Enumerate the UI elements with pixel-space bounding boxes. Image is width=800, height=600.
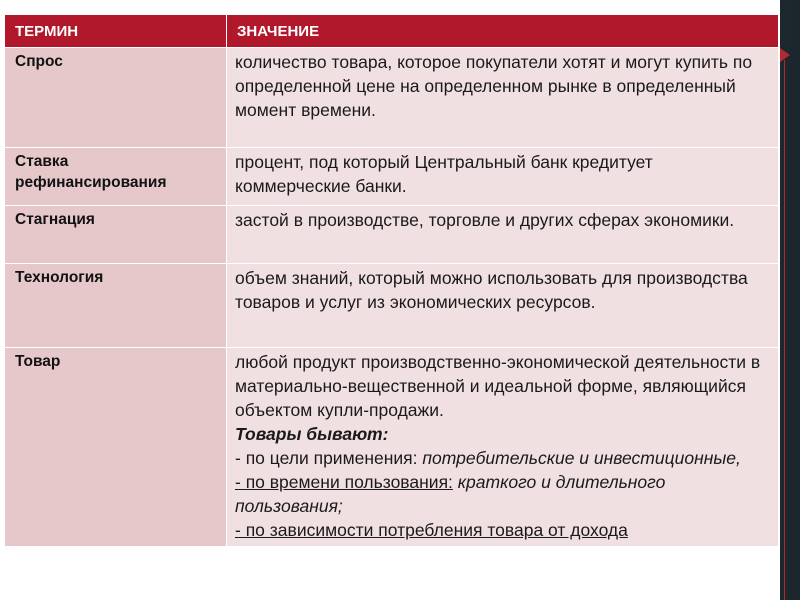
header-term: ТЕРМИН [5,15,227,48]
types-item [235,470,770,518]
header-meaning: ЗНАЧЕНИЕ [227,15,779,48]
definition-cell: объем знаний, который можно использовать для производства товаров и услуг из экономических ресурсов. [227,264,779,348]
term-cell: Ставка рефинансирования [5,148,227,206]
term-cell: Технология [5,264,227,348]
decor-triangle-icon [780,48,790,62]
term-cell: Стагнация [5,206,227,264]
table-row [5,348,779,547]
definition-cell: процент, под который Центральный банк кредитует коммерческие банки. [227,148,779,206]
definition-cell [227,348,779,547]
table-row [5,148,779,206]
types-item-value: краткого и длительного пользования; [235,472,666,516]
terms-table [4,14,779,547]
types-heading: Товары бывают: [235,424,389,444]
definition-cell: застой в производстве, торговле и других сферах экономики. [227,206,779,264]
definition-text: любой продукт производственно-экономической деятельности в материально-вещественной и идеальной форме, являющийся объектом купли-продажи. [235,352,761,420]
table-header-row [5,15,779,48]
types-item-prefix: - по времени пользования: [235,472,453,492]
types-item [235,446,770,470]
decor-red-line [784,60,785,600]
types-item-prefix: - по зависимости потребления товара от дохода [235,520,628,540]
types-item-prefix: - по цели применения: [235,448,423,468]
term-cell: Товар [5,348,227,547]
definition-cell: количество товара, которое покупатели хотят и могут купить по определенной цене на определенном рынке в определенный момент времени. [227,48,779,148]
table-row [5,48,779,148]
table-row [5,206,779,264]
types-item-value: потребительские и инвестиционные, [422,448,741,468]
term-cell: Спрос [5,48,227,148]
table-row [5,264,779,348]
types-item [235,518,770,542]
